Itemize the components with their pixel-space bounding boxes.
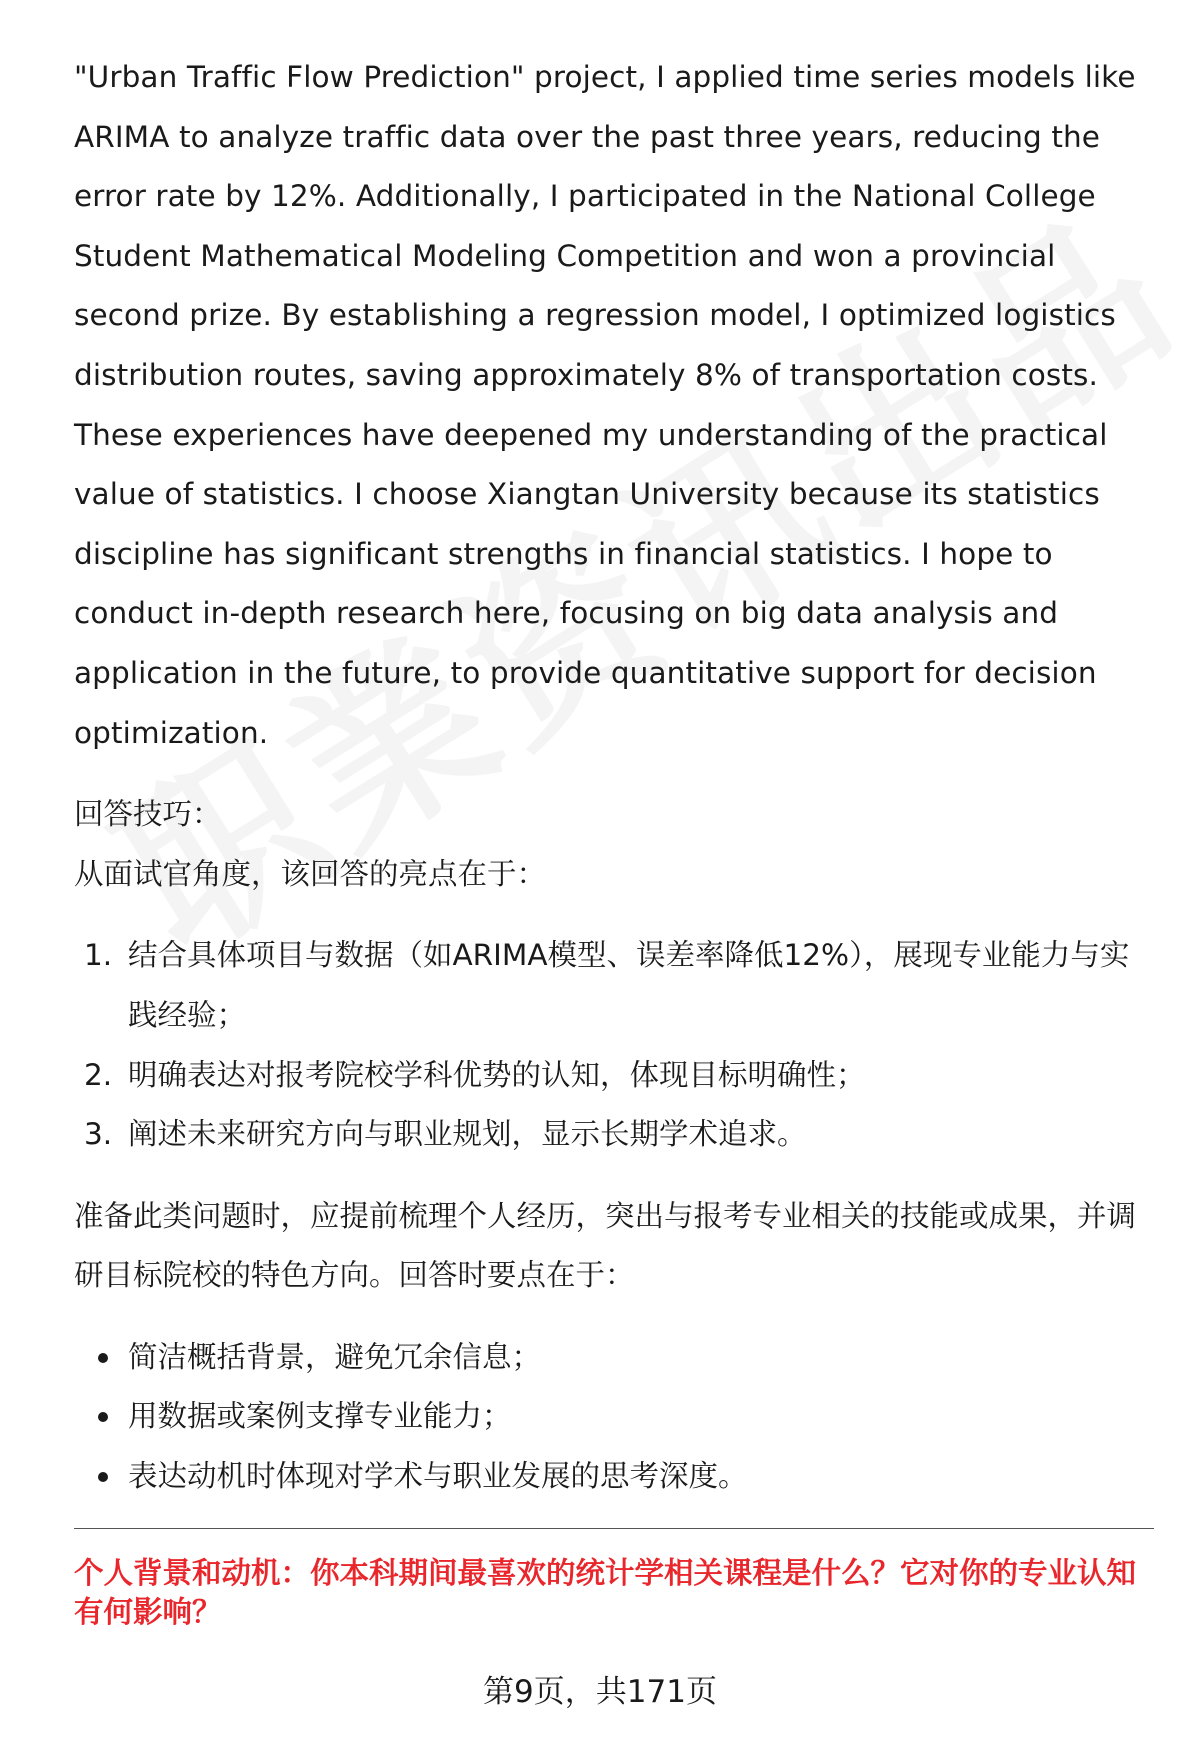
list-item-text: 明确表达对报考院校学科优势的认知，体现目标明确性；	[128, 1057, 866, 1092]
list-item	[74, 1046, 1154, 1106]
next-question-heading: 个人背景和动机：你本科期间最喜欢的统计学相关课程是什么？它对你的专业认知有何影响？	[74, 1556, 1137, 1629]
list-item	[74, 1328, 1154, 1388]
answer-paragraph: "Urban Traffic Flow Prediction" project, I applied time series models like ARIMA to analyze traffic data over the past three years, reducing the error rate by 12%. Additionally, I participated in the National College Student Mathematical Modeling Competition and won a provincial second prize. By establishing a regression model, I optimized logistics distribution routes, saving approximately 8% of transportation costs. These experiences have deepened my understanding of the practical value of statistics. I choose Xiangtan University because its statistics discipline has significant strengths in financial statistics. I hope to conduct in-depth research here, focusing on big data analysis and application in the future, to provide quantitative support for decision optimization.	[74, 60, 1136, 750]
bullet-dot-icon	[98, 1412, 108, 1422]
list-item-text: 阐述未来研究方向与职业规划，显示长期学术追求。	[128, 1117, 807, 1152]
list-item-text: 结合具体项目与数据（如ARIMA模型、误差率降低12%），展现专业能力与实践经验；	[128, 938, 1130, 1032]
highlight-list	[74, 926, 1154, 1164]
tips-title: 回答技巧：	[74, 797, 222, 832]
list-item-text: 用数据或案例支撑专业能力；	[128, 1399, 512, 1434]
page-content	[74, 48, 1154, 1507]
tips-intro: 从面试官角度，该回答的亮点在于：	[74, 856, 547, 891]
list-item	[74, 926, 1154, 1045]
bullet-dot-icon	[98, 1353, 108, 1363]
list-number: 1.	[84, 938, 113, 973]
key-points-list	[74, 1328, 1154, 1507]
bullet-dot-icon	[98, 1472, 108, 1482]
list-number: 2.	[84, 1057, 113, 1092]
preparation-paragraph: 准备此类问题时，应提前梳理个人经历，突出与报考专业相关的技能或成果，并调研目标院校的特色方向。回答时要点在于：	[74, 1198, 1137, 1293]
page-number: 第9页，共171页	[483, 1674, 717, 1710]
list-item	[74, 1105, 1154, 1165]
list-item	[74, 1387, 1154, 1447]
list-item-text: 简洁概括背景，避免冗余信息；	[128, 1339, 542, 1374]
list-item	[74, 1447, 1154, 1507]
section-divider	[74, 1528, 1154, 1529]
list-item-text: 表达动机时体现对学术与职业发展的思考深度。	[128, 1459, 748, 1494]
list-number: 3.	[84, 1117, 113, 1152]
